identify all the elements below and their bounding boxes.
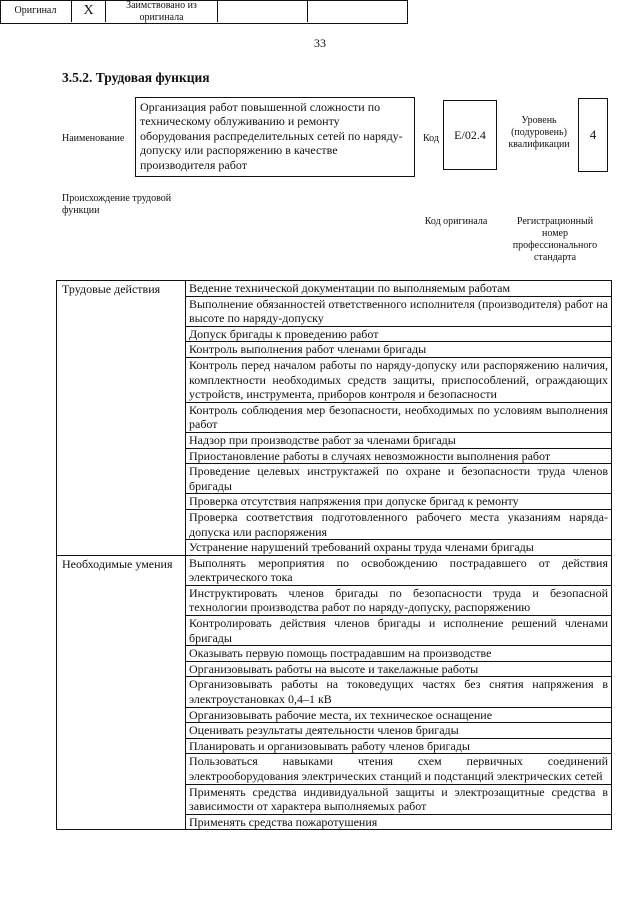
- skill-row: [57, 555, 612, 585]
- labor-action-row: [57, 281, 612, 297]
- skill-text: Применять средства индивидуальной защиты и электрозащитные средства в зависимости от характера выполняемых работ: [186, 784, 612, 814]
- origin-code-cell: [218, 0, 308, 22]
- borrowed-label: Заимствовано из оригинала: [126, 0, 197, 23]
- labor-action-text: Контроль перед началом работы по наряду-допуску или распоряжению наличия, комплектности необходимых средств защиты, приспособлений, ограждающих устройств, инструмента, приборов контроля и безопасности: [186, 357, 612, 402]
- origin-label: Происхождение трудовой функции: [62, 193, 172, 216]
- skill-text: Оказывать первую помощь пострадавшим на производстве: [186, 646, 612, 662]
- level-label: Уровень (подуровень) квалификации: [508, 115, 570, 150]
- labor-action-text: Проведение целевых инструктажей по охране и безопасности труда членов бригады: [186, 464, 612, 494]
- skill-text: Контролировать действия членов бригады и исполнение решений членами бригады: [186, 616, 612, 646]
- labor-action-text: Выполнение обязанностей ответственного исполнителя (производителя) работ на высоте по наряду-допуску: [186, 296, 612, 326]
- page-number: 33: [314, 36, 326, 50]
- labor-action-text: Проверка соответствия подготовленного рабочего места указаниям наряда-допуска или распоряжения: [186, 509, 612, 539]
- origin-original-cell: [0, 0, 72, 22]
- skill-category-label: Необходимые умения: [57, 555, 186, 830]
- skill-text: Организовывать работы на высоте и такелажные работы: [186, 661, 612, 677]
- skill-text: Оценивать результаты деятельности членов бригады: [186, 723, 612, 739]
- level-value: 4: [578, 98, 608, 172]
- skill-text: Организовывать работы на токоведущих частях без снятия напряжения в электроустановках 0,4–1 кВ: [186, 677, 612, 707]
- section-title: 3.5.2. Трудовая функция: [62, 70, 210, 85]
- labor-action-text: Устранение нарушений требований охраны труда членами бригады: [186, 540, 612, 556]
- original-mark: X: [83, 3, 94, 18]
- skill-text: Выполнять мероприятия по освобождению пострадавшего от действия электрического тока: [186, 555, 612, 585]
- labor-action-category-label: Трудовые действия: [57, 281, 186, 556]
- labor-action-text: Проверка отсутствия напряжения при допуске бригад к ремонту: [186, 494, 612, 510]
- skill-text: Инструктировать членов бригады по безопасности труда и безопасной технологии производства работ по наряду-допуску, распоряжению: [186, 585, 612, 615]
- function-name-box: Организация работ повышенной сложности по техническому облуживанию и ремонту оборудования распределительных сетей по наряду-допуску или распоряжению в качестве производителя работ: [135, 97, 415, 177]
- reg-number-caption: Регистрационный номер профессионального стандарта: [512, 216, 598, 263]
- origin-row: [0, 0, 408, 24]
- skill-text: Пользоваться навыками чтения схем первичных соединений электрооборудования электрических станций и подстанций электрических сетей: [186, 754, 612, 784]
- code-value: E/02.4: [443, 100, 497, 170]
- skill-text: Применять средства пожаротушения: [186, 814, 612, 830]
- labor-action-text: Контроль выполнения работ членами бригады: [186, 342, 612, 358]
- function-details-body: [57, 281, 612, 830]
- code-original-caption: Код оригинала: [424, 216, 488, 227]
- origin-reg-cell: [308, 0, 406, 22]
- labor-action-text: Ведение технической документации по выполняемым работам: [186, 281, 612, 297]
- name-label: Наименование: [62, 133, 125, 144]
- original-label: Оригинал: [14, 5, 57, 16]
- skill-text: Планировать и организовывать работу членов бригады: [186, 738, 612, 754]
- origin-borrowed-cell: [106, 0, 218, 22]
- labor-action-text: Надзор при производстве работ за членами бригады: [186, 432, 612, 448]
- function-details-table: [56, 280, 612, 830]
- labor-action-text: Допуск бригады к проведению работ: [186, 326, 612, 342]
- labor-action-text: Приостановление работы в случаях невозможности выполнения работ: [186, 448, 612, 464]
- origin-mark-cell: [72, 0, 106, 22]
- code-label: Код: [423, 133, 439, 144]
- labor-action-text: Контроль соблюдения мер безопасности, необходимых по условиям выполнения работ: [186, 402, 612, 432]
- skill-text: Организовывать рабочие места, их техническое оснащение: [186, 707, 612, 723]
